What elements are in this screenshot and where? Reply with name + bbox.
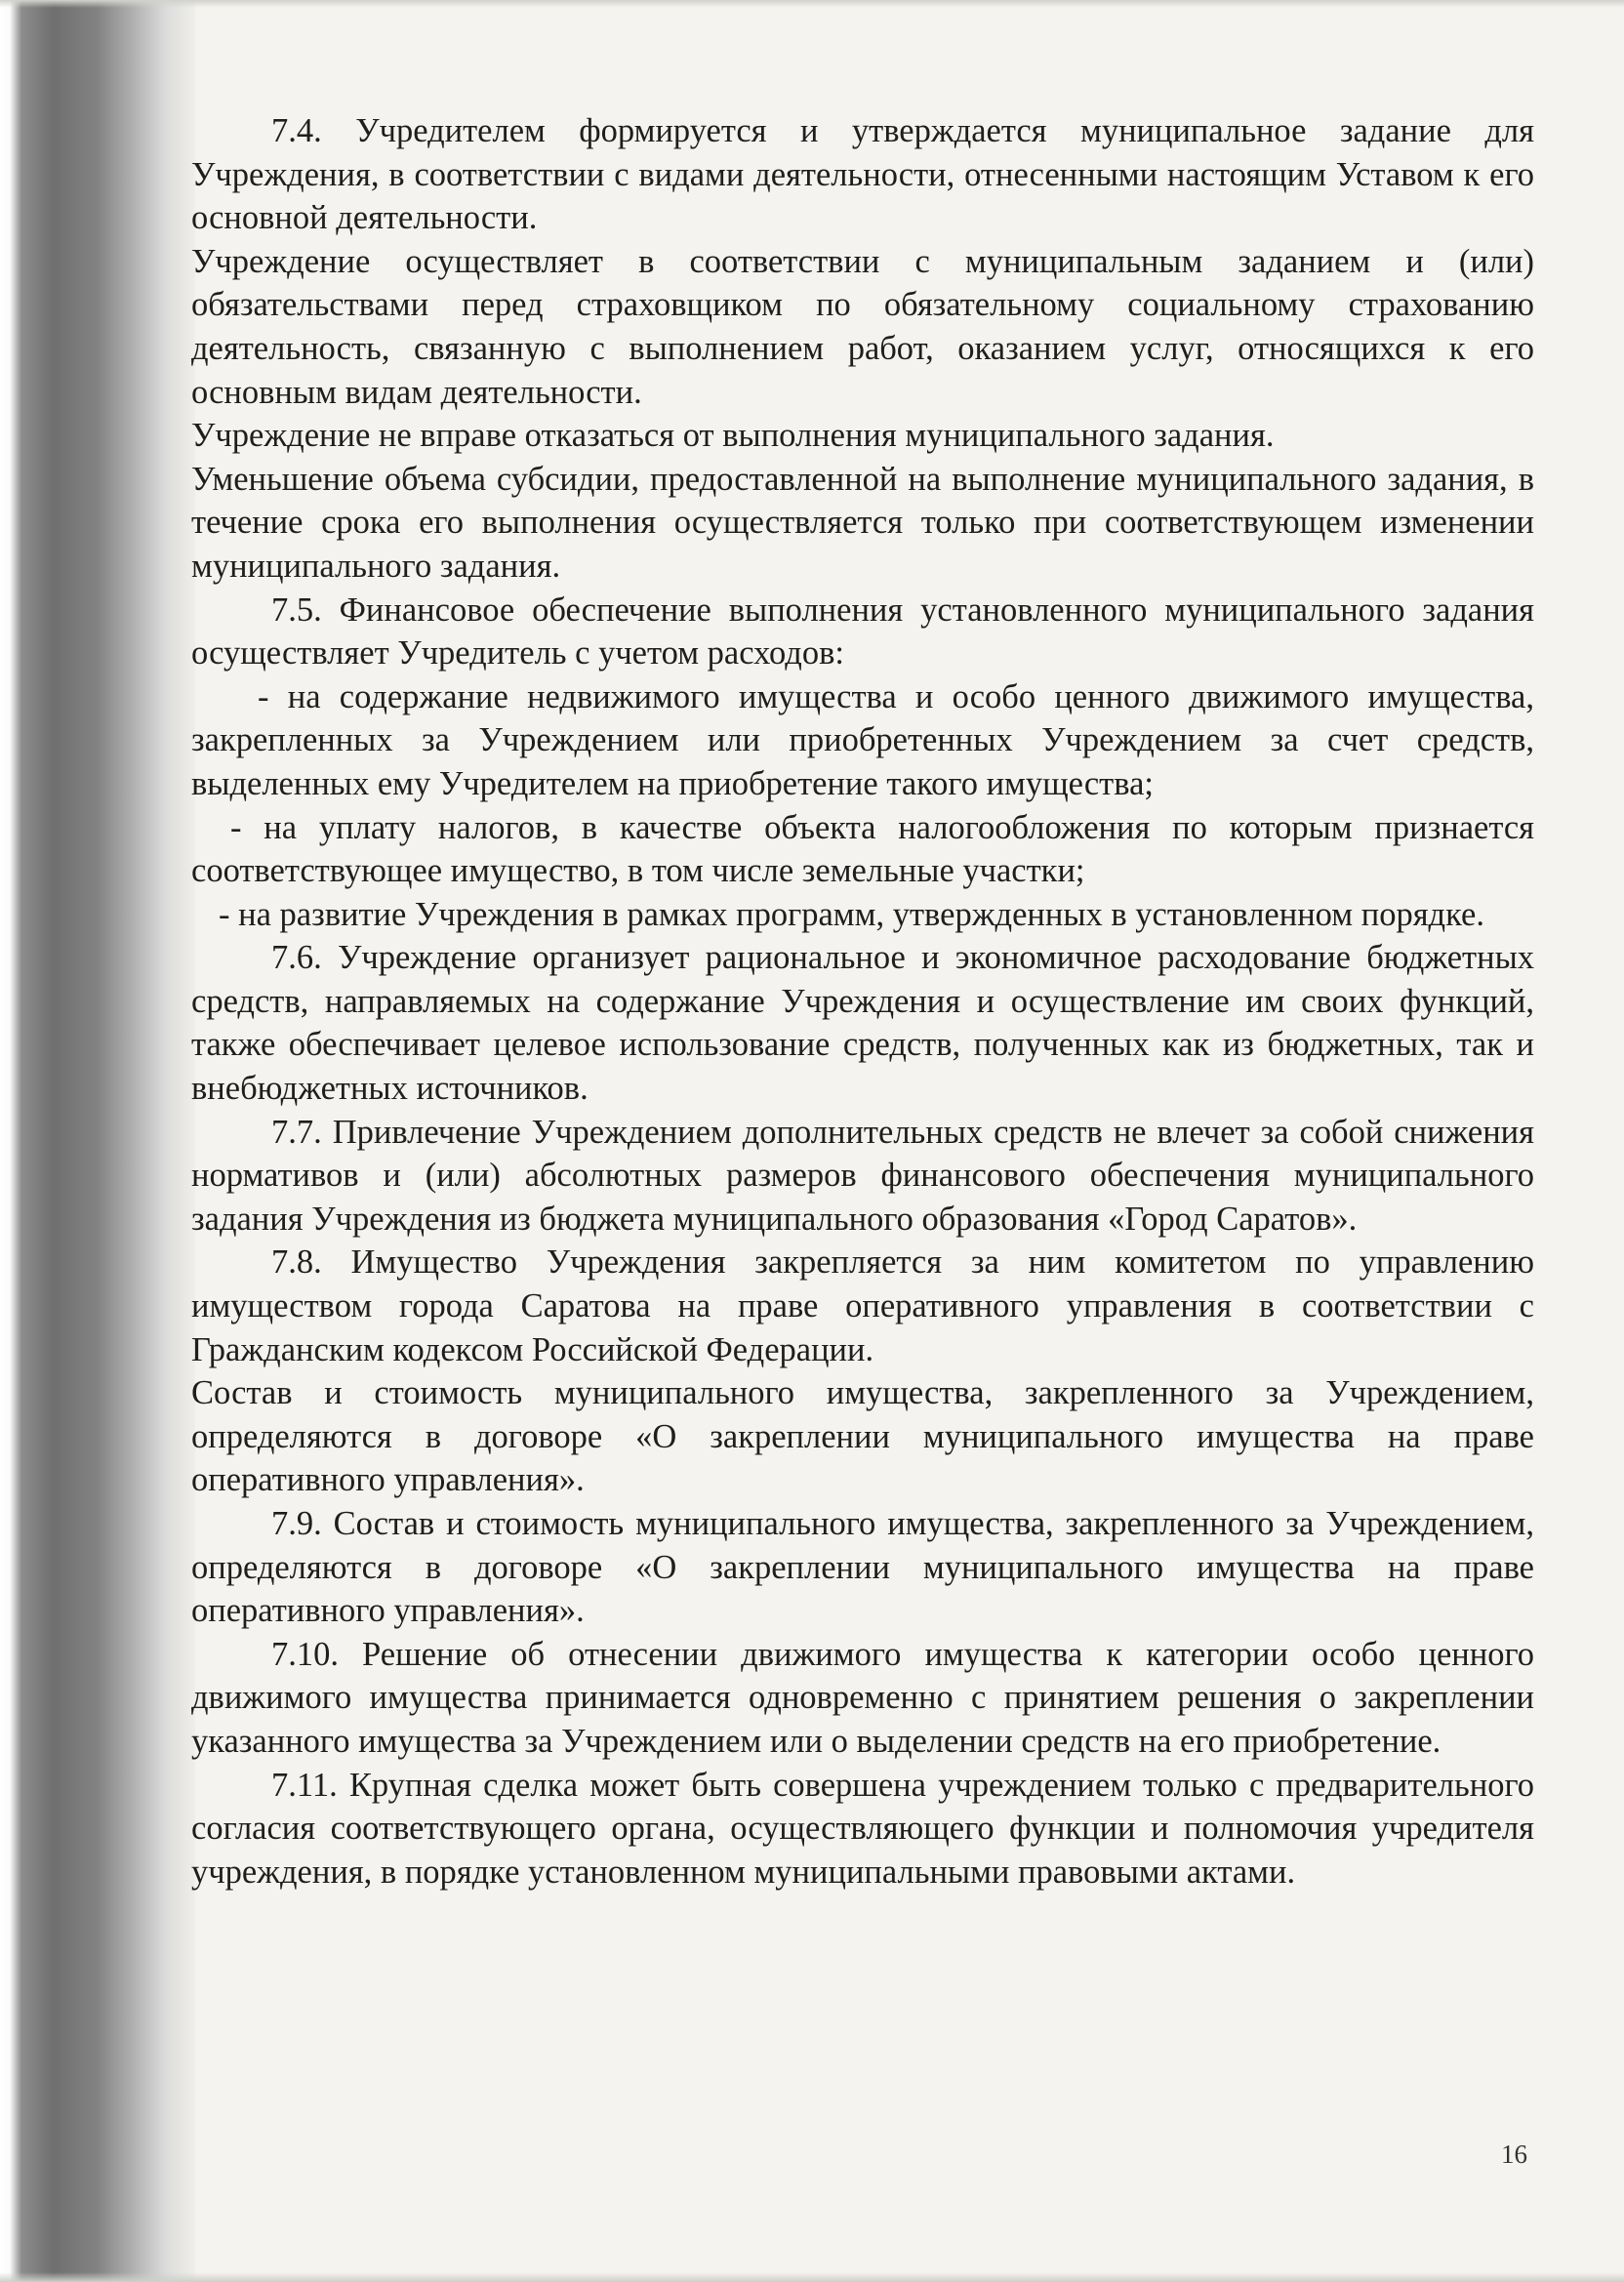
list-item-property-maintenance: - на содержание недвижимого имущества и особо ценного движимого имущества, закрепленных за Учреждением или приобретенных Учреждением за счет средств, выделенных ему Учредителем на приобретение такого имущества;	[191, 677, 1534, 802]
paragraph-property-composition: Состав и стоимость муниципального имущества, закрепленного за Учреждением, определяются в договоре «О закреплении муниципального имущества на праве оперативного управления».	[191, 1374, 1534, 1499]
paragraph-subsidy-reduction: Уменьшение объема субсидии, предоставленной на выполнение муниципального задания, в течение срока его выполнения осуществляется только при соответствующем изменении муниципального задания.	[191, 460, 1534, 585]
paragraph-7-10: 7.10. Решение об отнесении движимого имущества к категории особо ценного движимого имущества принимается одновременно с принятием решения о закреплении указанного имущества за Учреждением или о выделении средств на его приобретение.	[191, 1635, 1534, 1760]
paragraph-7-9: 7.9. Состав и стоимость муниципального имущества, закрепленного за Учреждением, определяются в договоре «О закреплении муниципального имущества на праве оперативного управления».	[191, 1505, 1534, 1630]
paragraph-activity: Учреждение осуществляет в соответствии с муниципальным заданием и (или) обязательствами перед страховщиком по обязательному социальному страхованию деятельность, связанную с выполнением работ, оказанием услуг, относящихся к его основным видам деятельности.	[191, 242, 1534, 411]
list-item-taxes: - на уплату налогов, в качестве объекта налогообложения по которым признается соответствующее имущество, в том числе земельные участки;	[191, 808, 1534, 890]
paragraph-no-refusal: Учреждение не вправе отказаться от выполнения муниципального задания.	[191, 417, 1275, 455]
paragraph-7-7: 7.7. Привлечение Учреждением дополнительных средств не влечет за собой снижения нормативов и (или) абсолютных размеров финансового обеспечения муниципального задания Учреждения из бюджета муниципального образования «Город Саратов».	[191, 1113, 1534, 1238]
paragraph-7-6: 7.6. Учреждение организует рациональное и экономичное расходование бюджетных средств, направляемых на содержание Учреждения и осуществление им своих функций, также обеспечивает целевое использование средств, полученных как из бюджетных, так и внебюджетных источников.	[191, 939, 1534, 1108]
paragraph-7-11: 7.11. Крупная сделка может быть совершена учреждением только с предварительного согласия соответствующего органа, осуществляющего функции и полномочия учредителя учреждения, в порядке установленном муниципальными правовыми актами.	[191, 1766, 1534, 1891]
document-body	[191, 109, 1534, 1894]
scan-bottom-edge	[0, 2272, 1624, 2282]
list-item-development: - на развитие Учреждения в рамках программ, утвержденных в установленном порядке.	[219, 895, 1484, 933]
paragraph-7-8: 7.8. Имущество Учреждения закрепляется за ним комитетом по управлению имуществом города Саратова на праве оперативного управления в соответствии с Гражданским кодексом Российской Федерации.	[191, 1243, 1534, 1368]
scan-top-edge	[0, 0, 1624, 8]
scan-binding-shadow	[0, 0, 195, 2282]
paragraph-7-5: 7.5. Финансовое обеспечение выполнения установленного муниципального задания осуществляет Учредитель с учетом расходов:	[191, 591, 1534, 672]
paragraph-7-4: 7.4. Учредителем формируется и утверждается муниципальное задание для Учреждения, в соответствии с видами деятельности, отнесенными настоящим Уставом к его основной деятельности.	[191, 112, 1534, 237]
page-number: 16	[1501, 2139, 1527, 2169]
